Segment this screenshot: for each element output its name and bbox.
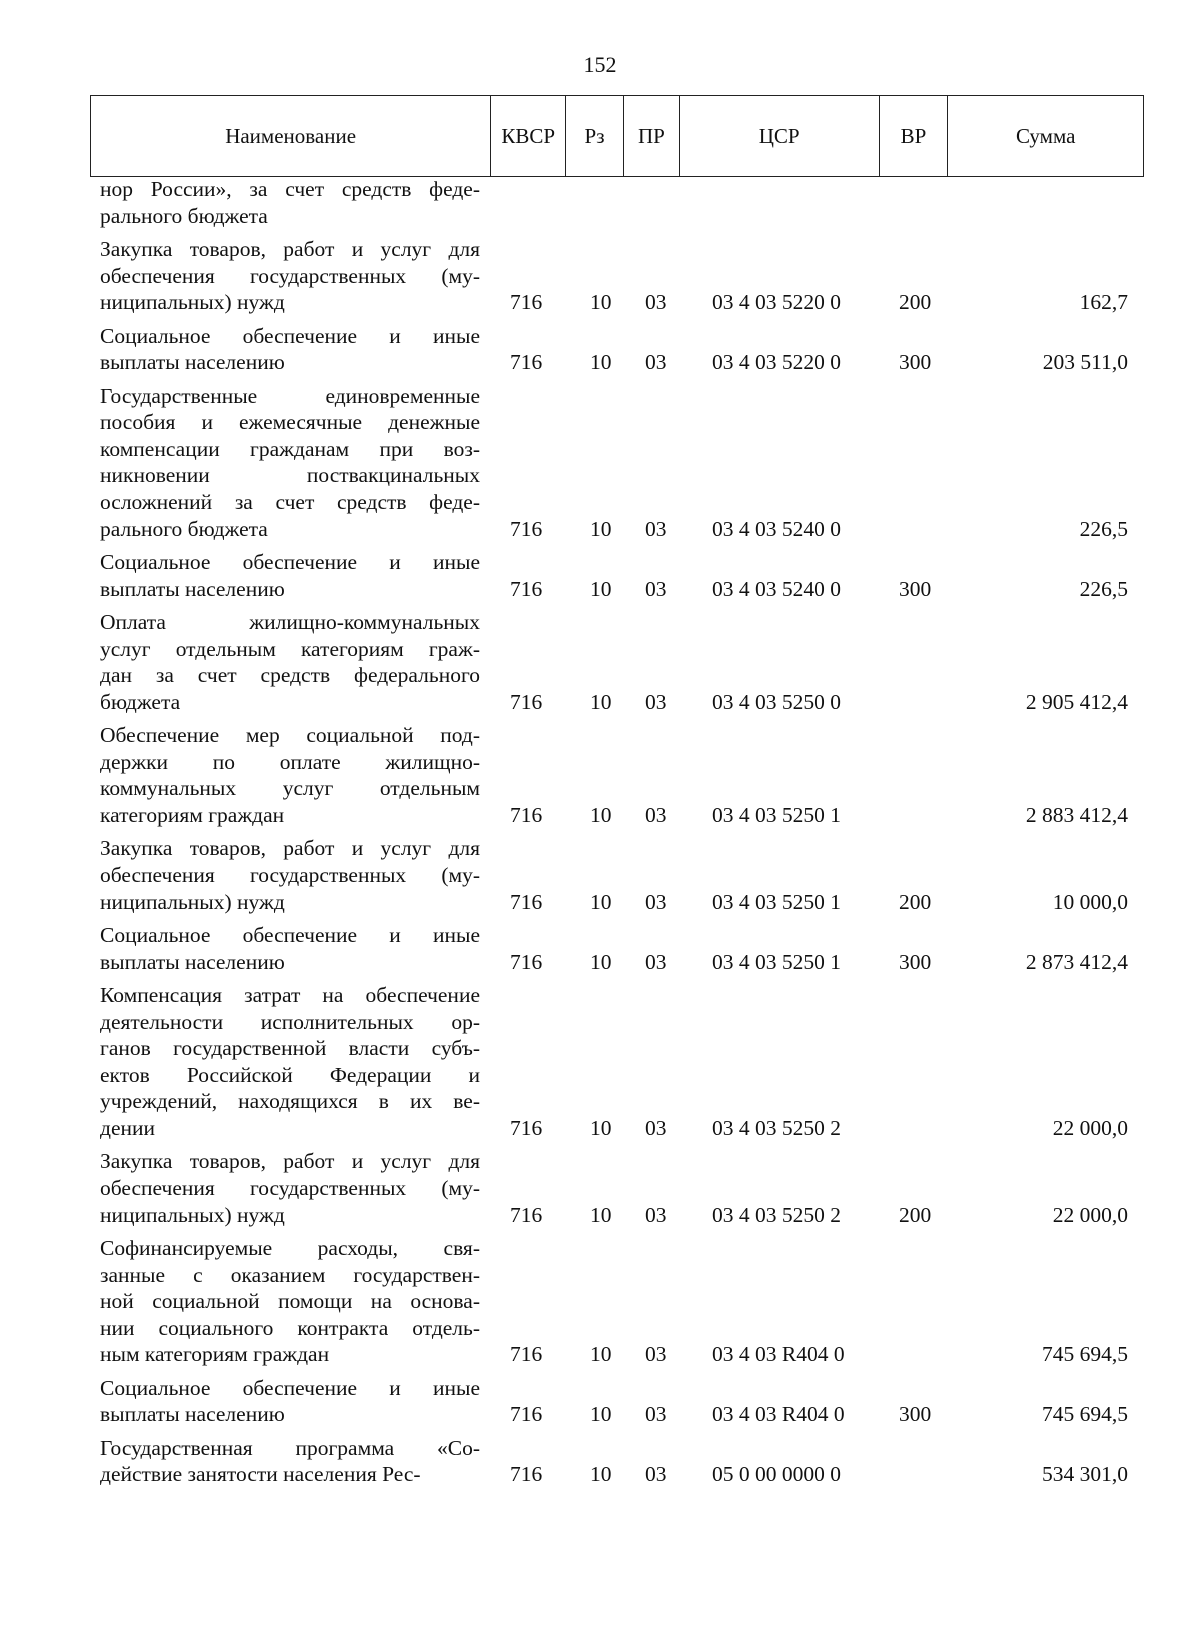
row-sum: 534 301,0	[1042, 1462, 1128, 1487]
row-pr: 03	[645, 350, 667, 375]
table-row	[0, 549, 1200, 602]
row-name-line: рального бюджета	[100, 516, 268, 541]
page-number: 152	[583, 52, 617, 77]
row-sum: 2 873 412,4	[1025, 949, 1128, 974]
row-sum: 226,5	[1079, 516, 1128, 541]
row-rz: 10	[590, 576, 612, 601]
row-csr: 03 4 03 5250 2	[712, 1202, 841, 1227]
row-name-line: выплаты населению	[100, 350, 285, 375]
row-name-line: выплаты населению	[100, 576, 285, 601]
row-sum: 2 905 412,4	[1025, 689, 1128, 714]
row-rz: 10	[590, 1462, 612, 1487]
row-csr: 03 4 03 R404 0	[712, 1342, 845, 1367]
row-csr: 05 0 00 0000 0	[712, 1462, 841, 1487]
row-pr: 03	[645, 802, 667, 827]
row-rz: 10	[590, 802, 612, 827]
row-csr: 03 4 03 5250 1	[712, 949, 841, 974]
table-row	[0, 176, 1200, 229]
row-pr: 03	[645, 576, 667, 601]
row-pr: 03	[645, 1402, 667, 1427]
row-name-line: обеспечения государственных (му-	[100, 263, 480, 288]
row-name-line: пособия и ежемесячные денежные	[100, 410, 480, 435]
row-vr: 300	[899, 576, 932, 601]
row-pr: 03	[645, 1116, 667, 1140]
row-pr: 03	[645, 889, 667, 914]
table-header	[90, 95, 1144, 177]
row-name-line: ным категориям граждан	[100, 1342, 330, 1367]
row-pr: 03	[645, 1462, 667, 1487]
row-rz: 10	[590, 1402, 612, 1427]
row-rz: 10	[590, 516, 612, 541]
row-name-line: Обеспечение мер социальной под-	[100, 723, 480, 748]
table-row	[0, 236, 1200, 316]
row-name-line: Социальное обеспечение и иные	[100, 1375, 480, 1400]
row-rz: 10	[590, 290, 612, 315]
row-name-line: Социальное обеспечение и иные	[100, 923, 480, 947]
row-name-line: дении	[100, 1115, 155, 1140]
row-vr: 200	[899, 1202, 932, 1227]
row-name-line: ектов Российской Федерации и	[100, 1062, 480, 1087]
header-sum: Сумма	[947, 96, 1143, 176]
row-pr: 03	[645, 949, 667, 974]
row-sum: 22 000,0	[1052, 1116, 1128, 1140]
table-row	[0, 835, 1200, 915]
row-name-line: действие занятости населения Рес-	[100, 1462, 421, 1487]
row-name-line: деятельности исполнительных ор-	[100, 1009, 480, 1034]
header-rz: Рз	[565, 96, 623, 176]
row-name-line: Социальное обеспечение и иные	[100, 323, 480, 348]
row-name	[100, 383, 480, 543]
row-name-line: услуг отдельным категориям граж-	[100, 636, 480, 661]
row-sum: 745 694,5	[1042, 1342, 1128, 1367]
table-row	[0, 1148, 1200, 1228]
row-sum: 2 883 412,4	[1025, 802, 1128, 827]
row-name-line: выплаты населению	[100, 949, 285, 974]
row-kvsr: 716	[510, 1342, 543, 1367]
row-sum: 10 000,0	[1052, 889, 1128, 914]
row-kvsr: 716	[510, 290, 543, 315]
row-name-line: ганов государственной власти субъ-	[100, 1036, 480, 1061]
row-vr: 200	[899, 889, 932, 914]
row-rz: 10	[590, 1202, 612, 1227]
row-name-line: дан за счет средств федерального	[100, 663, 480, 688]
row-name-line: Социальное обеспечение и иные	[100, 550, 480, 574]
row-name-line: занные с оказанием государствен-	[100, 1262, 480, 1287]
row-name	[100, 549, 480, 602]
row-rz: 10	[590, 350, 612, 375]
row-rz: 10	[590, 949, 612, 974]
row-name-line: Закупка товаров, работ и услуг для	[100, 237, 480, 261]
row-csr: 03 4 03 5240 0	[712, 516, 841, 541]
row-name-line: Закупка товаров, работ и услуг для	[100, 1149, 480, 1174]
row-kvsr: 716	[510, 689, 543, 714]
row-name	[100, 1148, 480, 1228]
row-kvsr: 716	[510, 949, 543, 974]
table-row	[0, 323, 1200, 376]
row-pr: 03	[645, 1202, 667, 1227]
row-sum: 226,5	[1079, 576, 1128, 601]
table-row	[0, 1435, 1200, 1488]
row-kvsr: 716	[510, 350, 543, 375]
row-csr: 03 4 03 5250 0	[712, 689, 841, 714]
row-sum: 162,7	[1079, 290, 1128, 315]
row-name-line: ниципальных) нужд	[100, 889, 285, 914]
row-name-line: коммунальных услуг отдельным	[100, 776, 480, 801]
row-pr: 03	[645, 1342, 667, 1367]
row-name-line: рального бюджета	[100, 203, 268, 228]
row-kvsr: 716	[510, 1402, 543, 1427]
row-name	[100, 176, 480, 229]
row-name	[100, 1375, 480, 1428]
row-name-line: компенсации гражданам при воз-	[100, 436, 480, 461]
row-name-line: Оплата жилищно-коммунальных	[100, 610, 480, 634]
row-csr: 03 4 03 R404 0	[712, 1402, 845, 1427]
table-row	[0, 1375, 1200, 1428]
row-name-line: держки по оплате жилищно-	[100, 749, 480, 774]
row-csr: 03 4 03 5250 2	[712, 1116, 841, 1140]
row-name-line: категориям граждан	[100, 802, 285, 827]
row-name-line: ной социальной помощи на основа-	[100, 1289, 480, 1314]
row-name-line: Компенсация затрат на обеспечение	[100, 983, 480, 1007]
row-sum: 745 694,5	[1042, 1402, 1128, 1427]
row-kvsr: 716	[510, 576, 543, 601]
table-row	[0, 922, 1200, 975]
row-name-line: нор России», за счет средств феде-	[100, 177, 480, 201]
row-name	[100, 982, 480, 1142]
row-name	[100, 922, 480, 975]
row-sum: 203 511,0	[1042, 350, 1128, 375]
row-kvsr: 716	[510, 889, 543, 914]
row-kvsr: 716	[510, 1202, 543, 1227]
row-name-line: выплаты населению	[100, 1402, 285, 1427]
row-rz: 10	[590, 889, 612, 914]
row-name-line: ниципальных) нужд	[100, 1202, 285, 1227]
row-csr: 03 4 03 5250 1	[712, 802, 841, 827]
row-rz: 10	[590, 1116, 612, 1140]
row-name-line: никновении поствакцинальных	[100, 463, 480, 488]
row-name	[100, 1235, 480, 1368]
row-rz: 10	[590, 1342, 612, 1367]
table-row	[0, 722, 1200, 828]
row-name	[100, 236, 480, 316]
row-rz: 10	[590, 689, 612, 714]
header-vr: ВР	[879, 96, 948, 176]
row-name	[100, 1435, 480, 1488]
table-row	[0, 609, 1200, 715]
row-csr: 03 4 03 5220 0	[712, 350, 841, 375]
row-pr: 03	[645, 689, 667, 714]
table-row	[0, 982, 1200, 1142]
row-name	[100, 609, 480, 715]
row-vr: 300	[899, 949, 932, 974]
row-name-line: Закупка товаров, работ и услуг для	[100, 836, 480, 861]
row-sum: 22 000,0	[1052, 1202, 1128, 1227]
row-name-line: обеспечения государственных (му-	[100, 862, 480, 887]
row-csr: 03 4 03 5220 0	[712, 290, 841, 315]
row-name-line: бюджета	[100, 689, 181, 714]
header-csr: ЦСР	[679, 96, 879, 176]
row-csr: 03 4 03 5250 1	[712, 889, 841, 914]
row-kvsr: 716	[510, 516, 543, 541]
row-name	[100, 835, 480, 915]
row-kvsr: 716	[510, 1462, 543, 1487]
row-vr: 300	[899, 350, 932, 375]
table-row	[0, 1235, 1200, 1368]
row-pr: 03	[645, 516, 667, 541]
row-kvsr: 716	[510, 802, 543, 827]
row-name-line: учреждений, находящихся в их ве-	[100, 1089, 480, 1114]
row-name-line: обеспечения государственных (му-	[100, 1175, 480, 1200]
row-name-line: ниципальных) нужд	[100, 290, 285, 315]
row-name-line: Государственная программа «Со-	[100, 1435, 480, 1460]
row-name	[100, 722, 480, 828]
row-csr: 03 4 03 5240 0	[712, 576, 841, 601]
table-row	[0, 383, 1200, 543]
row-name-line: Государственные единовременные	[100, 383, 480, 408]
row-name-line: осложнений за счет средств феде-	[100, 489, 480, 514]
row-name-line: нии социального контракта отдель-	[100, 1315, 480, 1340]
row-kvsr: 716	[510, 1116, 543, 1140]
header-kvsr: КВСР	[490, 96, 565, 176]
row-name	[100, 323, 480, 376]
row-name-line: Софинансируемые расходы, свя-	[100, 1236, 480, 1260]
header-pr: ПР	[623, 96, 679, 176]
row-pr: 03	[645, 290, 667, 315]
row-vr: 200	[899, 290, 932, 315]
header-name: Наименование	[225, 123, 357, 148]
row-vr: 300	[899, 1402, 932, 1427]
